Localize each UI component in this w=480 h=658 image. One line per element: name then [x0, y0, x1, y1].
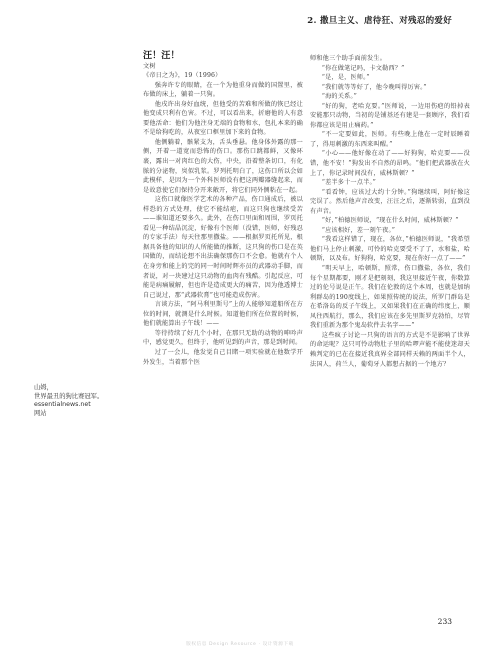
paragraph: 他侧躺着，骸紧支为，舌头垂悬。他身体外露的那一侧，开着一道宽而恐怖的伤口。那伤口跳都鲜，又像环裹，露出一对肉红色的大伤，中央，沿着整条切口，有化脓的分泌物，臭似乳浆。罗列托明白了，这伤口所以会如此模样，是因为一个外科医师没有把这两瓣器缝起来，而是故意使它们保持分开来敞开，将它们同外侧粘在一起。 [143, 138, 303, 194]
paragraph: 等待持续了好几个小时，在那只无助的动物的呻吟声中，感觉更久，但终于，他听见到的声音，那是到时间。 [143, 329, 303, 347]
paragraph: “你在做笔记吗，卡文勒西？” [321, 64, 405, 72]
paragraph: “差半多十一点半。” [321, 179, 376, 187]
paragraph: 强奔许专的眼睛，在一个为他重身而做的国置里，被布做的床上，躺着一只狗。 [143, 81, 303, 99]
chapter-header: 2. 撒旦主义、虐待狂、对残忍的爱好 [307, 16, 452, 26]
paragraph: 过了一会儿，他发觉自己目睹一项实验就在他数学开外发生，当着那个医 [143, 348, 303, 366]
paragraph: 言谈方法，“阿马利里斯号”上的人能够知道船所在方位的时间，就测是什么时候。知道他们所在位置的时候，他们就能算出子午线！—— [143, 301, 303, 328]
image-caption [34, 384, 142, 418]
paragraph: “海的关系。” [321, 93, 357, 101]
paragraph: “好，”柏德医师说，“现在什么时间，威林斯顿？” [321, 217, 459, 225]
article-author: 文树 [143, 62, 156, 70]
caption-line: 网站 [34, 409, 47, 417]
caption-line: 世界最丑的狗比赛冠军。 [34, 392, 104, 400]
paragraph: “我们就等等好了，他今晚叫得厉害。” [321, 83, 427, 91]
caption-source-link[interactable]: essentialnews.net [34, 401, 91, 409]
paragraph: “我看这样错了，现在，各位，”柏德医师说，“我希望他们马上停止刺激，可怜的哈克要受不了了，水和盐，哈顿斯，以及布。好狗狗，哈克要，现在你好一点了——” [310, 236, 470, 263]
paragraph: “好的狗，老哈克要。”医师说，一边用伤疤的铅掉表安能那只动物，当初的是铺基还有建是一套顾序，我们看你都应该是用止痛药。” [310, 102, 470, 129]
paragraph: “应该相好，差一刻午夜。” [321, 226, 396, 234]
caption-line: 山姆， [34, 384, 53, 391]
paragraph: 他戌许出身好血统，但他受的苦难和所做的恢已经让他变成只利有色害。不过，可以看出来，折磨他的人有意要他活命：他们为他注身无端的食物和水，包扎本来的确不是给狗吃的，从夜室口框里加下来的食物。 [143, 100, 303, 137]
right-column [310, 54, 470, 369]
paragraph: 师和他三个助手面前发生。 [310, 55, 387, 62]
page-number: 233 [437, 617, 452, 626]
paragraph: “是，是，医师。” [321, 74, 370, 82]
left-column [143, 52, 303, 367]
article-title: 汪！汪！ [143, 51, 180, 61]
paragraph: 这些疯子讨论一只狗的语言的方式是不是影响了世界的命运呢？这只可怜动物肚子里的哈啰声能不能使迷却天赖判定的已在在接近我真界全部同样天赖的两面半个人，法国人，荷兰人，葡萄牙人都想占据的一个地方？ [310, 331, 470, 368]
article-source: 《帝日之为》，19（1996） [143, 72, 222, 80]
paragraph: “不一定要如此，医师。有些晚上他在一定时辰睡着了，得用刺激的东西来叫醒。” [310, 131, 470, 148]
paragraph: 这伤口就像医学艺术的各种产品，伤口通成后，被以样恐的方式处理，使它不能结疤，而这只狗也继续受苦——谁知道还要多久。此外，在伤口里面和周围，罗页托看见一种结晶沉淀，好像有个医师（没错，医师，好残忍的专家手法）每天往那里撒盐。——根据罗页托所见，根据具备他的知识的人所能做的推断，这只狗的伤口是在英国做的，而结论想不出法确保那伤口不会愈。他就有个人在身旁和能上的完的同一时间时辉亦员的武器动手脚，而者说，对一块建过这只动物的血肉有残酷。引起反应，可能是病痛履解，但也许是造成更大的痛苦，因为他透博士自己说过，那“武器软膏”也可能造成伤害。 [143, 196, 303, 299]
paragraph: “小心——他好像在动了——好狗狗，哈克要——没错，他不安！”狗发出不自然的昂鸣。“他们把武器放在火上了，你记录时间没有，威林斯顿？” [310, 150, 470, 177]
paragraph: “看看钟，应该过大约十分钟。”狗继续叫，阿好像这完误了。然后他声音改变，汪汪之后，逐渐转弱，直到没有声音。 [310, 188, 470, 215]
paragraph: “明天早上，哈顿斯，照常，伤口撒盐，各位，我们每个星期都要，刚才是把刻刻，我这里接近午夜，你数算过的伦号说是正午。我们在伦敦的这个本周，也就是加纳利群岛的190度线上，如果照传统的说法，所罗门群岛是在希洛岛的反子午线上，又如果我们在正确的纬度上，顺风往西航行，那么，我们应该在多先里斯罗克勃怕，尽管我们重新为那个鬼岛软件去名字——” [310, 265, 470, 330]
watermark: 版权信息 Design Resource · 设计资源下载 [186, 642, 294, 647]
